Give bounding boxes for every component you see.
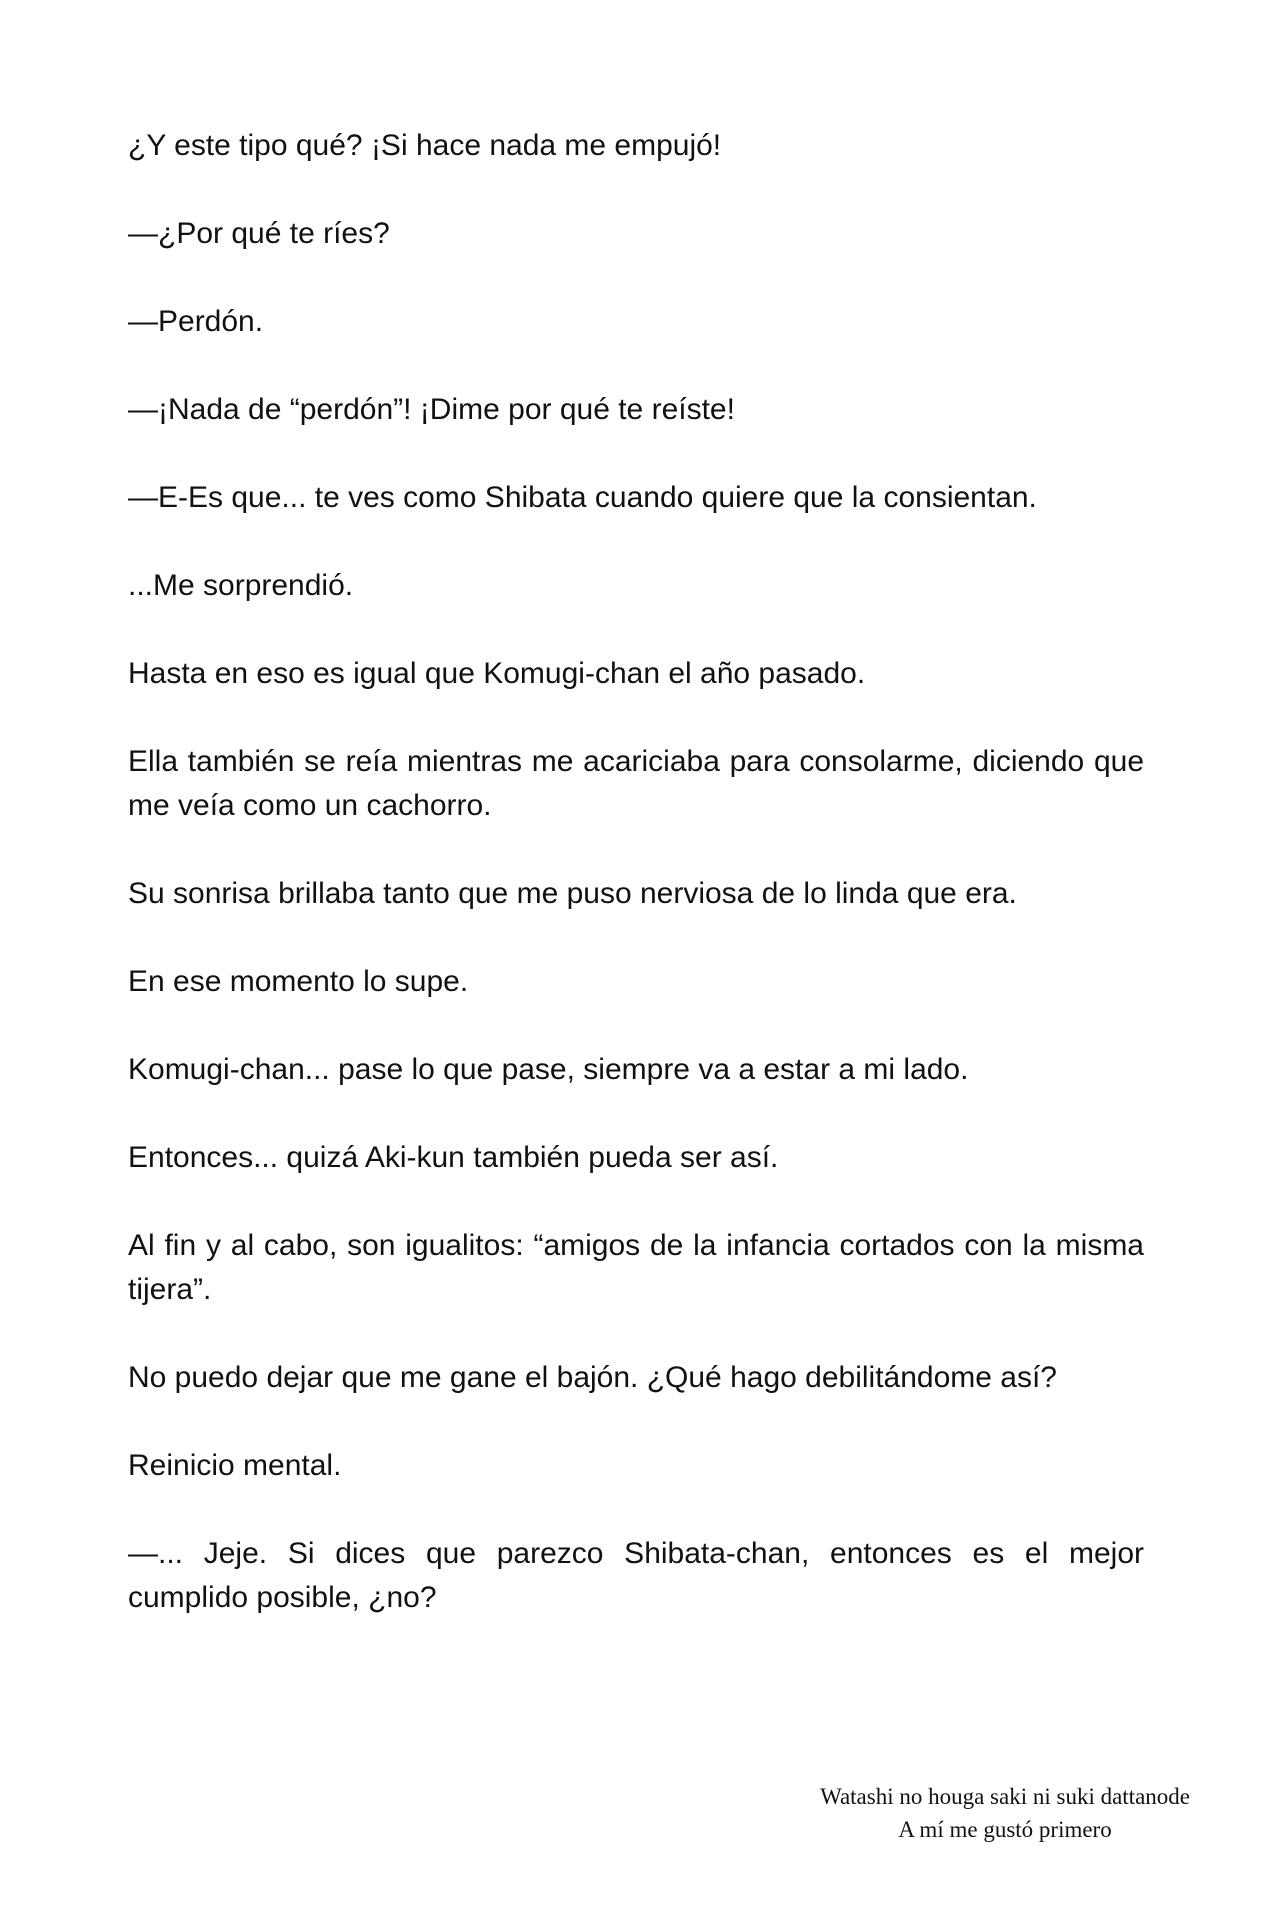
page-footer (820, 1780, 1190, 1846)
footer-title-romaji: Watashi no houga saki ni suki dattanode (820, 1784, 1190, 1809)
paragraph: No puedo dejar que me gane el bajón. ¿Qué hago debilitándome así? (128, 1361, 1057, 1394)
footer-title-spanish: A mí me gustó primero (898, 1817, 1112, 1842)
paragraph: —... Jeje. Si dices que parezco Shibata-chan, entonces es el mejor cumplido posible, ¿no? (128, 1537, 1144, 1614)
paragraph: —E-Es que... te ves como Shibata cuando quiere que la consientan. (128, 481, 1037, 514)
paragraph: Al fin y al cabo, son igualitos: “amigos de la infancia cortados con la misma tijera”. (128, 1229, 1144, 1306)
paragraph: Su sonrisa brillaba tanto que me puso nerviosa de lo linda que era. (128, 877, 1017, 910)
paragraph: —¡Nada de “perdón”! ¡Dime por qué te reíste! (128, 393, 735, 426)
page-body (128, 124, 1144, 1664)
paragraph: En ese momento lo supe. (128, 965, 469, 998)
paragraph: —Perdón. (128, 305, 264, 338)
paragraph: —¿Por qué te ríes? (128, 217, 390, 250)
paragraph: Komugi-chan... pase lo que pase, siempre va a estar a mi lado. (128, 1053, 969, 1086)
paragraph: ¿Y este tipo qué? ¡Si hace nada me empujó! (128, 129, 722, 162)
paragraph: Hasta en eso es igual que Komugi-chan el año pasado. (128, 657, 866, 690)
paragraph: Reinicio mental. (128, 1449, 342, 1482)
paragraph: Entonces... quizá Aki-kun también pueda ser así. (128, 1141, 779, 1174)
paragraph: Ella también se reía mientras me acariciaba para consolarme, diciendo que me veía como un cachorro. (128, 745, 1144, 822)
paragraph: ...Me sorprendió. (128, 569, 354, 602)
